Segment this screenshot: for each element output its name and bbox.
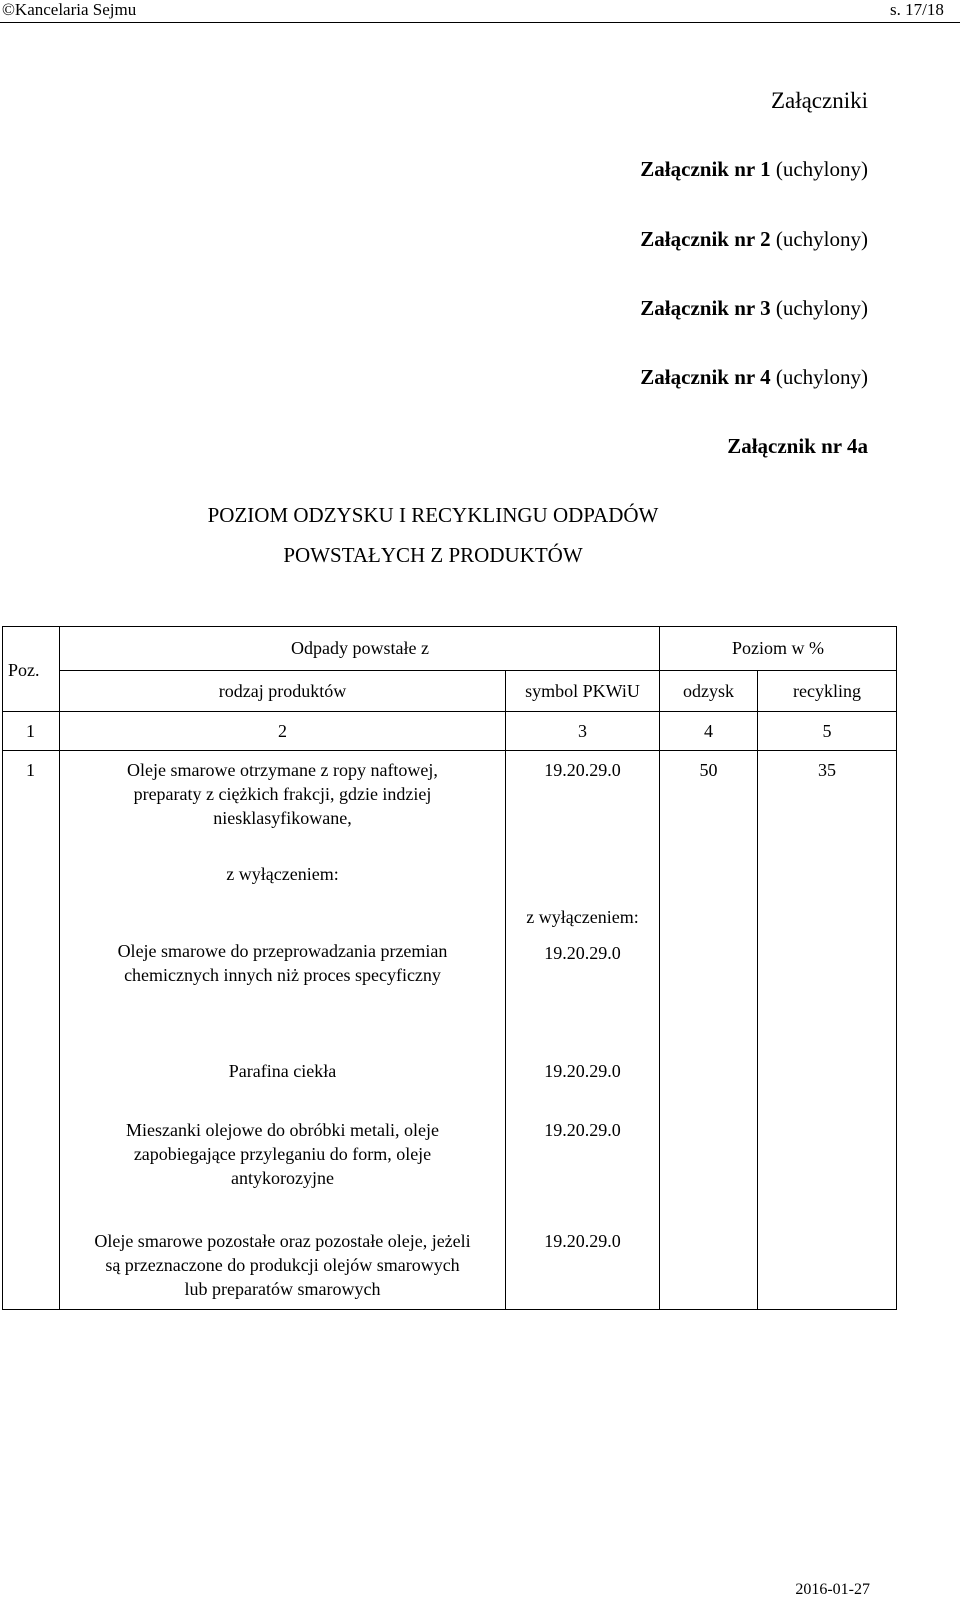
header-odpady: Odpady powstałe z (291, 638, 429, 658)
source-label: ©Kancelaria Sejmu (2, 0, 137, 19)
attachment-item: Załącznik nr 3 (uchylony) (640, 296, 868, 320)
recykling-value: 35 (818, 760, 836, 780)
header-rodzaj: rodzaj produktów (218, 681, 347, 701)
exclusion-product: Mieszanki olejowe do obróbki metali, oleje zapobiegające przyleganiu do form, oleje antykorozyjne (126, 1120, 439, 1188)
exclusion-code: 19.20.29.0 (544, 1120, 621, 1140)
document-date: 2016-01-27 (795, 1581, 870, 1598)
odzysk-value: 50 (699, 760, 718, 780)
header-rule (59, 670, 897, 671)
attachment-item: Załącznik nr 2 (uchylony) (640, 227, 868, 251)
exclusion-code: 19.20.29.0 (544, 943, 621, 963)
col-number: 1 (26, 721, 35, 741)
header-poziom: Poziom w % (732, 638, 824, 658)
numbers-bottom-rule (2, 750, 897, 751)
header-symbol: symbol PKWiU (525, 681, 640, 701)
waste-recovery-table (2, 640, 915, 1335)
attachment-item: Załącznik nr 4 (uchylony) (640, 365, 868, 389)
exclusion-product: Parafina ciekła (228, 1061, 337, 1081)
table-border-right (896, 626, 897, 1310)
code-main: 19.20.29.0 (544, 760, 621, 780)
col-number: 3 (578, 721, 587, 741)
product-main: Oleje smarowe otrzymane z ropy naftowej, preparaty z ciężkich frakcji, gdzie indziej niesklasyfikowane, (127, 760, 438, 828)
col-number: 5 (822, 721, 832, 741)
exclusion-code: 19.20.29.0 (544, 1231, 621, 1251)
attachment-item: Załącznik nr 1 (uchylony) (640, 157, 868, 181)
attachments-title: Załączniki (770, 88, 868, 113)
header-odzysk: odzysk (683, 681, 734, 701)
exclusion-label: z wyłączeniem: (226, 864, 339, 884)
row-poz: 1 (26, 760, 35, 780)
header-recykling: recykling (793, 681, 861, 701)
header-bottom-rule (2, 711, 897, 712)
doc-title-line2: POWSTAŁYCH Z PRODUKTÓW (283, 543, 583, 567)
page-number: s. 17/18 (890, 0, 944, 19)
table-border-bottom (2, 1309, 897, 1310)
header-poz: Poz. (8, 660, 40, 680)
table-border-top (2, 626, 897, 627)
exclusion-code: 19.20.29.0 (544, 1061, 621, 1081)
col-number: 2 (278, 721, 287, 741)
header-divider (0, 22, 960, 23)
doc-title-line1: POZIOM ODZYSKU I RECYKLINGU ODPADÓW (207, 503, 659, 527)
current-attachment: Załącznik nr 4a (727, 434, 868, 458)
exclusion-product: Oleje smarowe pozostałe oraz pozostałe oleje, jeżeli są przeznaczone do produkcji olejów smarowych lub preparatów smarowych (94, 1231, 471, 1299)
exclusion-product: Oleje smarowe do przeprowadzania przemian chemicznych innych niż proces specyficzny (117, 941, 448, 985)
col-number: 4 (704, 721, 713, 741)
code-exclusion-label: z wyłączeniem: (526, 907, 639, 927)
